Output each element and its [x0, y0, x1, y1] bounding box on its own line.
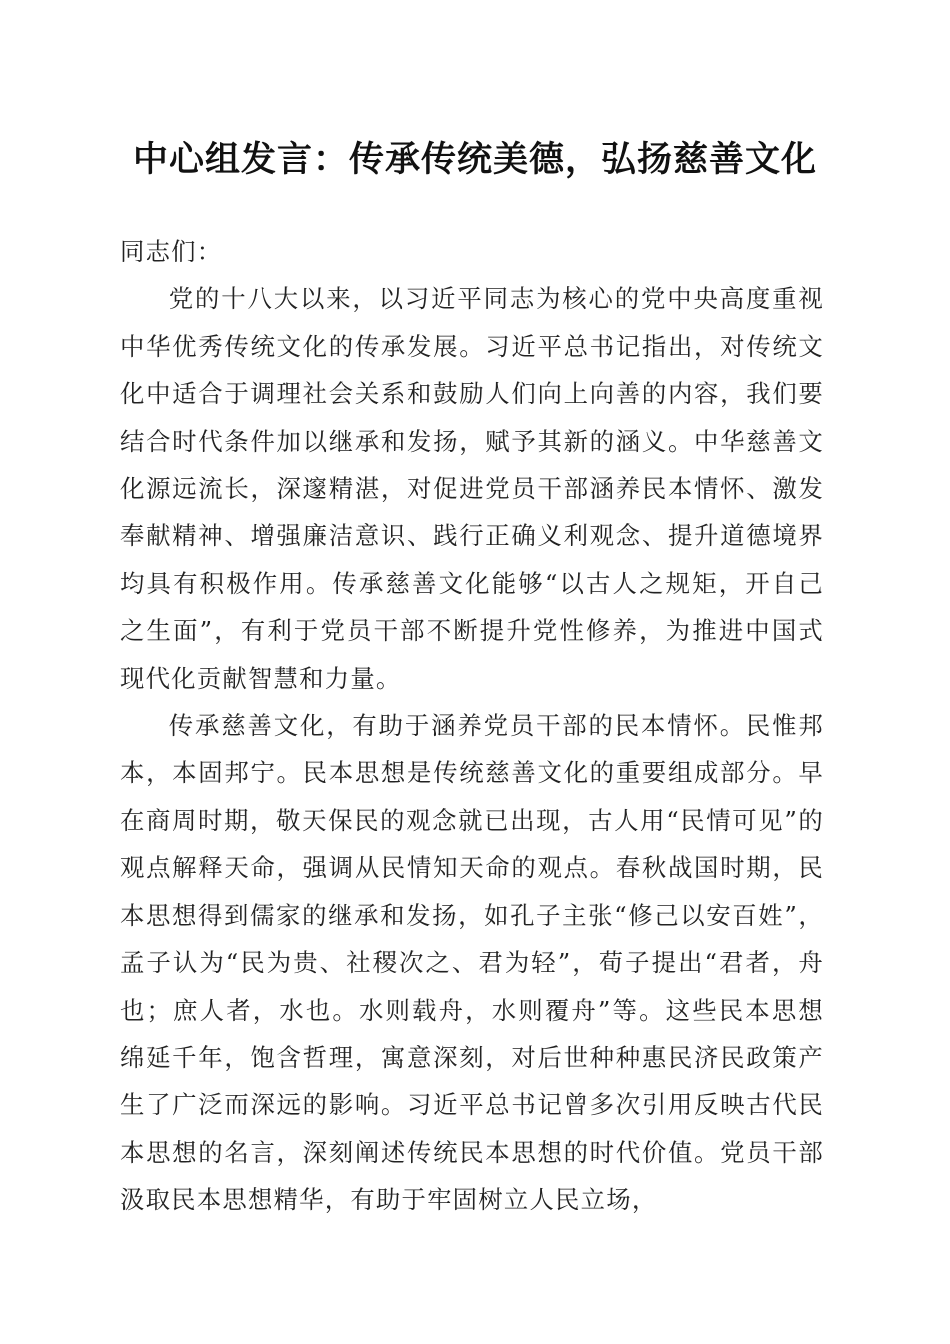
paragraph-2: 传承慈善文化，有助于涵养党员干部的民本情怀。民惟邦本，本固邦宁。民本思想是传统慈善文化的重要组成部分。早在商周时期，敬天保民的观念就已出现，古人用“民情可见”的观点解释天命，强调从民情知天命的观点。春秋战国时期，民本思想得到儒家的继承和发扬，如孔子主张“修己以安百姓”，孟子认为“民为贵、社稷次之、君为轻”，荀子提出“君者，舟也；庶人者，水也。水则载舟，水则覆舟”等。这些民本思想绵延千年，饱含哲理，寓意深刻，对后世种种惠民济民政策产生了广泛而深远的影响。习近平总书记曾多次引用反映古代民本思想的名言，深刻阐述传统民本思想的时代价值。党员干部汲取民本思想精华，有助于牢固树立人民立场， — [120, 711, 824, 1215]
salutation: 同志们： — [120, 237, 223, 266]
paragraph-1: 党的十八大以来，以习近平同志为核心的党中央高度重视中华优秀传统文化的传承发展。习近平总书记指出，对传统文化中适合于调理社会关系和鼓励人们向上向善的内容，我们要结合时代条件加以继承和发扬，赋予其新的涵义。中华慈善文化源远流长，深邃精湛，对促进党员干部涵养民本情怀、激发奉献精神、增强廉洁意识、践行正确义利观念、提升道德境界均具有积极作用。传承慈善文化能够“以古人之规矩，开自己之生面”，有利于党员干部不断提升党性修养，为推进中国式现代化贡献智慧和力量。 — [120, 284, 824, 693]
document-body — [120, 228, 824, 1224]
page-title: 中心组发言：传承传统美德，弘扬慈善文化 — [132, 139, 817, 180]
